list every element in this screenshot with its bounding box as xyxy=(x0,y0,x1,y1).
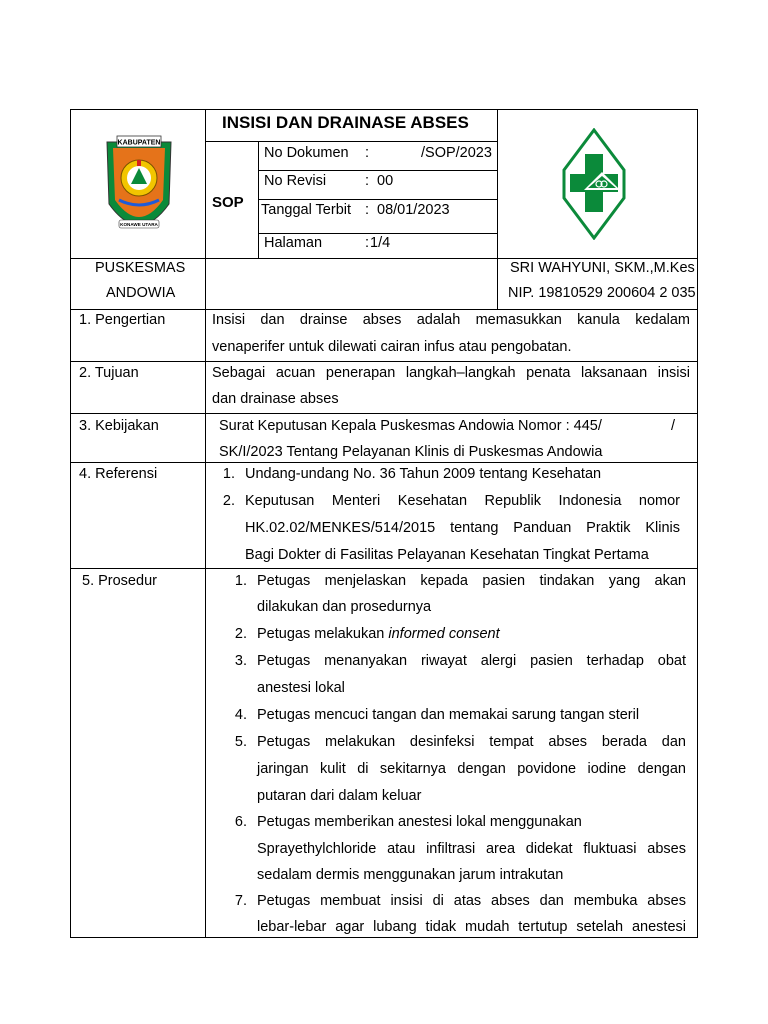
pengertian-line1: Insisi dan drainse abses adalah memasukkan kanula kedalam xyxy=(212,312,690,328)
prosedur-step-number: 7. xyxy=(234,893,247,909)
prosedur-step5-line2: jaringan kulit di sekitarnya dengan povidone iodine dengan xyxy=(257,761,686,777)
org-name-line1: PUSKESMAS xyxy=(95,260,186,276)
section-label-prosedur: 5. Prosedur xyxy=(82,573,157,589)
referensi-item2-line3: Bagi Dokter di Fasilitas Pelayanan Kesehatan Tingkat Pertama xyxy=(245,547,649,563)
kebijakan-line1: Surat Keputusan Kepala Puskesmas Andowia Nomor : 445/ xyxy=(219,418,602,434)
sop-label: SOP xyxy=(212,194,244,211)
no-revisi-value: 00 xyxy=(377,173,394,189)
prosedur-step2-italic: informed consent xyxy=(388,626,500,642)
prosedur-step-number: 6. xyxy=(234,814,247,830)
prosedur-step-number: 3. xyxy=(234,653,247,669)
prosedur-step7-line2: lebar-lebar agar lubang tidak mudah tertutup setelah anestesi xyxy=(257,919,686,935)
prosedur-step5-line1: Petugas melakukan desinfeksi tempat abses berada dan xyxy=(257,734,686,750)
prosedur-step2-line1 xyxy=(257,625,500,643)
tujuan-line1: Sebagai acuan penerapan langkah–langkah penata laksanaan insisi xyxy=(212,365,690,381)
prosedur-step2-text: Petugas melakukan xyxy=(257,626,389,642)
no-revisi-label: No Revisi xyxy=(264,173,327,189)
prosedur-step1-line2: dilakukan dan prosedurnya xyxy=(257,599,432,615)
referensi-item2-line1: Keputusan Menteri Kesehatan Republik Indonesia nomor xyxy=(245,493,680,509)
puskesmas-logo xyxy=(562,128,626,240)
halaman-label: Halaman xyxy=(264,235,323,251)
row-divider-tujuan xyxy=(70,413,698,414)
prosedur-step6-line3: sedalam dermis menggunakan jarum intrakutan xyxy=(257,867,564,883)
kebijakan-line1-slash: / xyxy=(671,418,676,434)
col-divider-right xyxy=(497,109,498,309)
kebijakan-line2: SK/I/2023 Tentang Pelayanan Klinis di Puskesmas Andowia xyxy=(219,444,603,460)
referensi-item1: Undang-undang No. 36 Tahun 2009 tentang Kesehatan xyxy=(245,466,602,482)
tanggal-terbit-label: Tanggal Terbit xyxy=(261,202,352,218)
row-divider-field1 xyxy=(258,170,498,171)
row-divider-title xyxy=(205,141,498,142)
col-divider-left xyxy=(205,109,206,938)
prosedur-step7-line1: Petugas membuat insisi di atas abses dan membuka abses xyxy=(257,893,686,909)
no-dokumen-value: /SOP/2023 xyxy=(421,145,492,161)
row-divider-referensi xyxy=(70,568,698,569)
pengertian-line2: venaperifer untuk dilewati cairan infus atau pengobatan. xyxy=(212,339,572,355)
no-dokumen-sep: : xyxy=(365,145,370,161)
prosedur-step3-line2: anestesi lokal xyxy=(257,680,345,696)
halaman-sep: : xyxy=(365,235,370,251)
prosedur-step6-line2: Sprayethylchloride atau infiltrasi area didekat fluktuasi abses xyxy=(257,841,686,857)
row-divider-org xyxy=(70,309,698,310)
org-name-line2: ANDOWIA xyxy=(106,285,176,301)
tanggal-terbit-value: 08/01/2023 xyxy=(377,202,450,218)
no-dokumen-label: No Dokumen xyxy=(264,145,349,161)
signer-nip: NIP. 19810529 200604 2 035 xyxy=(508,285,696,301)
prosedur-step3-line1: Petugas menanyakan riwayat alergi pasien terhadap obat xyxy=(257,653,686,669)
section-label-referensi: 4. Referensi xyxy=(79,466,158,482)
row-divider-pengertian xyxy=(70,361,698,362)
no-revisi-sep: : xyxy=(365,173,370,189)
row-divider-field2 xyxy=(258,199,498,200)
section-label-pengertian: 1. Pengertian xyxy=(79,312,166,328)
svg-text:KABUPATEN: KABUPATEN xyxy=(117,139,161,147)
document-title: INSISI DAN DRAINASE ABSES xyxy=(222,113,469,132)
regency-emblem-icon xyxy=(103,134,175,244)
prosedur-step-number: 2. xyxy=(234,626,247,642)
referensi-item1-number: 1. xyxy=(222,466,235,482)
prosedur-step6-line1: Petugas memberikan anestesi lokal menggunakan xyxy=(257,814,582,830)
regency-emblem-logo xyxy=(103,134,175,244)
prosedur-step-number: 4. xyxy=(234,707,247,723)
tanggal-terbit-sep: : xyxy=(365,202,370,218)
section-label-kebijakan: 3. Kebijakan xyxy=(79,418,159,434)
section-label-tujuan: 2. Tujuan xyxy=(79,365,139,381)
halaman-value: 1/4 xyxy=(370,235,391,251)
referensi-item2-line2: HK.02.02/MENKES/514/2015 tentang Panduan Praktik Klinis xyxy=(245,520,680,536)
referensi-item2-number: 2. xyxy=(222,493,235,509)
prosedur-step4-line1: Petugas mencuci tangan dan memakai sarung tangan steril xyxy=(257,707,640,723)
prosedur-step1-line1: Petugas menjelaskan kepada pasien tindakan yang akan xyxy=(257,573,686,589)
tujuan-line2: dan drainase abses xyxy=(212,391,339,407)
prosedur-step-number: 5. xyxy=(234,734,247,750)
prosedur-step-number: 1. xyxy=(234,573,247,589)
svg-text:KONAWE UTARA: KONAWE UTARA xyxy=(120,222,158,227)
prosedur-step5-line3: putaran dari dalam keluar xyxy=(257,788,422,804)
signer-name: SRI WAHYUNI, SKM.,M.Kes xyxy=(510,260,695,276)
puskesmas-cross-icon xyxy=(562,128,626,240)
row-divider-kebijakan xyxy=(70,462,698,463)
